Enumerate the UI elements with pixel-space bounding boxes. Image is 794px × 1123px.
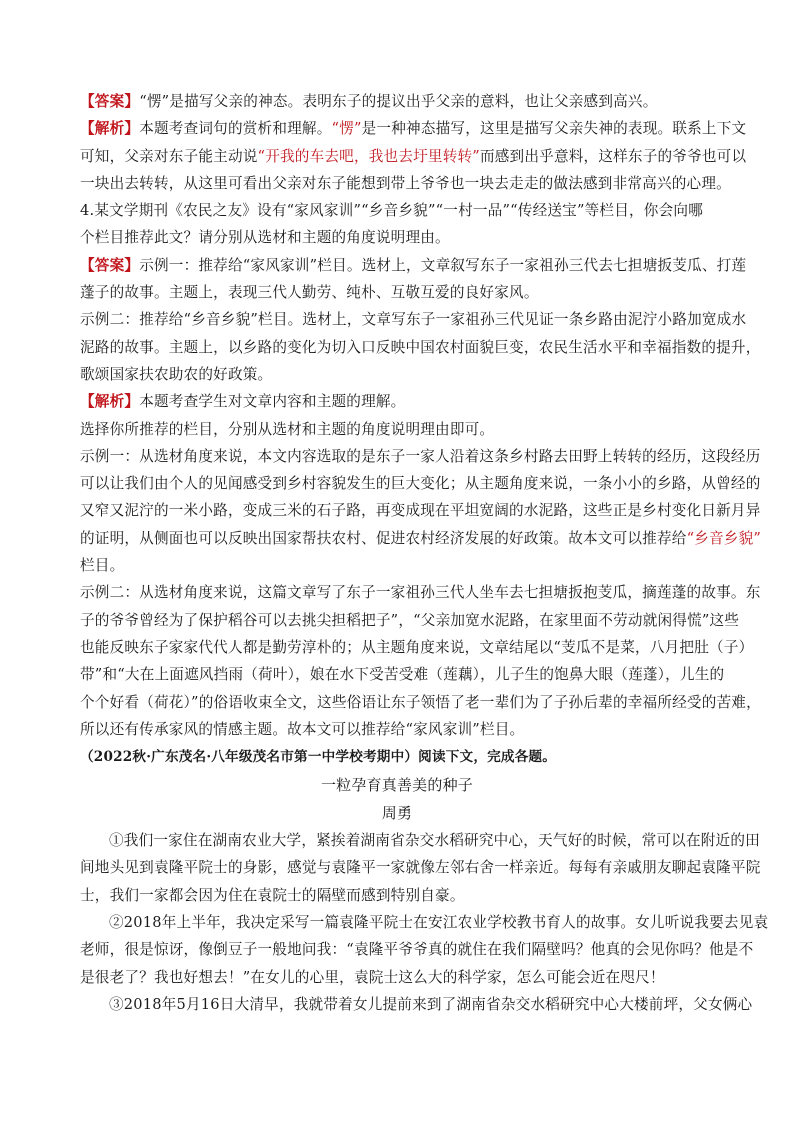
q4-answer: 【答案】示例一：推荐给“家风家训”栏目。选材上，文章叙写东子一家祖孙三代去七担塘扳芰瓜、打莲 — [80, 256, 747, 274]
q4-answer-line: 泥路的故事。主题上，以乡路的变化为切入口反映中国农村面貌巨变，农民生活水平和幸福指数的提升， — [80, 338, 761, 356]
q4-answer-line: 歌颂国家扶农助农的好政策。 — [80, 365, 273, 383]
q4-analysis-line: 栏目。 — [80, 557, 125, 575]
q4-analysis-line: 带”和“大在上面遮风挡雨（荷叶），娘在水下受苦受难（莲藕），儿子生的饱鼻大眼（莲蓬），儿生的 — [80, 666, 725, 684]
q3-analysis-line2: 可知，父亲对东子能主动说“开我的车去吧，我也去圩里转转”而感到出乎意料，这样东子的爷爷也可以 — [80, 147, 747, 165]
q4-analysis-line: 的证明，从侧面也可以反映出国家帮扶农村、促进农村经济发展的好政策。故本文可以推荐给“乡音乡貌” — [80, 529, 762, 547]
q4-answer-line: 蓬子的故事。主题上，表现三代人勤劳、纯朴、互敬互爱的良好家风。 — [80, 284, 539, 302]
q4-analysis: 【解析】本题考查学生对文章内容和主题的理解。 — [80, 393, 406, 411]
q4-analysis-line: 个个好看（荷花）”的俗语收束全文，这些俗语让东子领悟了老一辈们为了子孙后辈的幸福所经受的苦难， — [80, 693, 761, 711]
q3-analysis: 【解析】本题考查词句的赏析和理解。“愣”是一种神态描写，这里是描写父亲失神的表现。联系上下文 — [80, 120, 747, 138]
q3-analysis-line3: 一块出去转转，从这里可看出父亲对东子能想到带上爷爷也一块去走走的做法感到非常高兴的心理。 — [80, 174, 731, 192]
paragraph-3: ③2018年5月16日大清早，我就带着女儿提前来到了湖南省杂交水稻研究中心大楼前坪，父女俩心 — [109, 995, 753, 1013]
paragraph-2-line: 是很老了？我也好想去！”在女儿的心里，袁院士这么大的科学家，怎么可能会近在咫尺！ — [80, 968, 665, 986]
q4-analysis-line: 也能反映东子家家代代人都是勤劳淳朴的；从主题角度来说，文章结尾以“芰瓜不是菜，八月把肚（子） — [80, 638, 754, 656]
article-author: 周勇 — [381, 803, 413, 822]
article-title: 一粒孕育真善美的种子 — [320, 776, 473, 795]
analysis-label: 【解析】 — [80, 120, 140, 138]
q4-analysis-line: 示例二：从选材角度来说，这篇文章写了东子一家祖孙三代人坐车去七担塘扳抱芰瓜，摘莲蓬的故事。东 — [80, 584, 761, 602]
q4-analysis-line: 又窄又泥泞的一米小路，变成三米的石子路，再变成现在平坦宽阔的水泥路，这些正是乡村变化日新月异 — [80, 502, 761, 520]
analysis-label: 【解析】 — [80, 393, 140, 411]
q4-question: 4.某文学期刊《农民之友》设有“家风家训”“乡音乡貌”“一村一品”“传经送宝”等栏目，你会向哪 — [80, 202, 703, 220]
answer-label: 【答案】 — [80, 93, 140, 110]
paragraph-2-line: 老师，很是惊讶，像倒豆子一般地问我：“袁隆平爷爷真的就住在我们隔壁吗？他真的会见你吗？他是不 — [80, 941, 754, 959]
source-note: （2022秋·广东茂名·八年级茂名市第一中学校考期中）阅读下文，完成各题。 — [80, 749, 557, 766]
q4-analysis-line: 选择你所推荐的栏目，分别从选材和主题的角度说明理由即可。 — [80, 420, 495, 438]
q3-answer: 【答案】“愣”是描写父亲的神态。表明东子的提议出乎父亲的意料，也让父亲感到高兴。 — [80, 93, 658, 110]
q4-analysis-line: 示例一：从选材角度来说，本文内容选取的是东子一家人沿着这条乡村路去田野上转转的经历，这段经历 — [80, 447, 761, 465]
paragraph-1-line: 间地头见到袁隆平院士的身影，感觉与袁隆平一家就像左邻右舍一样亲近。每每有亲戚朋友聊起袁隆平院 — [80, 859, 761, 877]
q4-analysis-line: 可以让我们由个人的见闻感受到乡村容貌发生的巨大变化；从主题角度来说，一条小小的乡路，从曾经的 — [80, 475, 761, 493]
q4-answer-line: 示例二：推荐给“乡音乡貌”栏目。选材上，文章写东子一家祖孙三代见证一条乡路由泥泞小路加宽成水 — [80, 311, 747, 329]
paragraph-2: ②2018年上半年，我决定采写一篇袁隆平院士在安江农业学校教书育人的故事。女儿听说我要去见袁 — [109, 913, 769, 931]
q4-question-line2: 个栏目推荐此文？请分别从选材和主题的角度说明理由。 — [80, 229, 450, 247]
answer-label: 【答案】 — [80, 256, 140, 274]
paragraph-1-line: 士，我们一家都会因为住在袁院士的隔壁而感到特别自豪。 — [80, 886, 465, 904]
q4-analysis-line: 子的爷爷曾经为了保护稻谷可以去挑尖担稻把子”，“父亲加宽水泥路，在家里面不劳动就闲得慌”这些 — [80, 611, 740, 629]
paragraph-1: ①我们一家住在湖南农业大学，紧挨着湖南省杂交水稻研究中心，天气好的时候，常可以在附近的田 — [109, 832, 760, 850]
q4-analysis-line: 所以还有传承家风的情感主题。故本文可以推荐给“家风家训”栏目。 — [80, 720, 525, 738]
